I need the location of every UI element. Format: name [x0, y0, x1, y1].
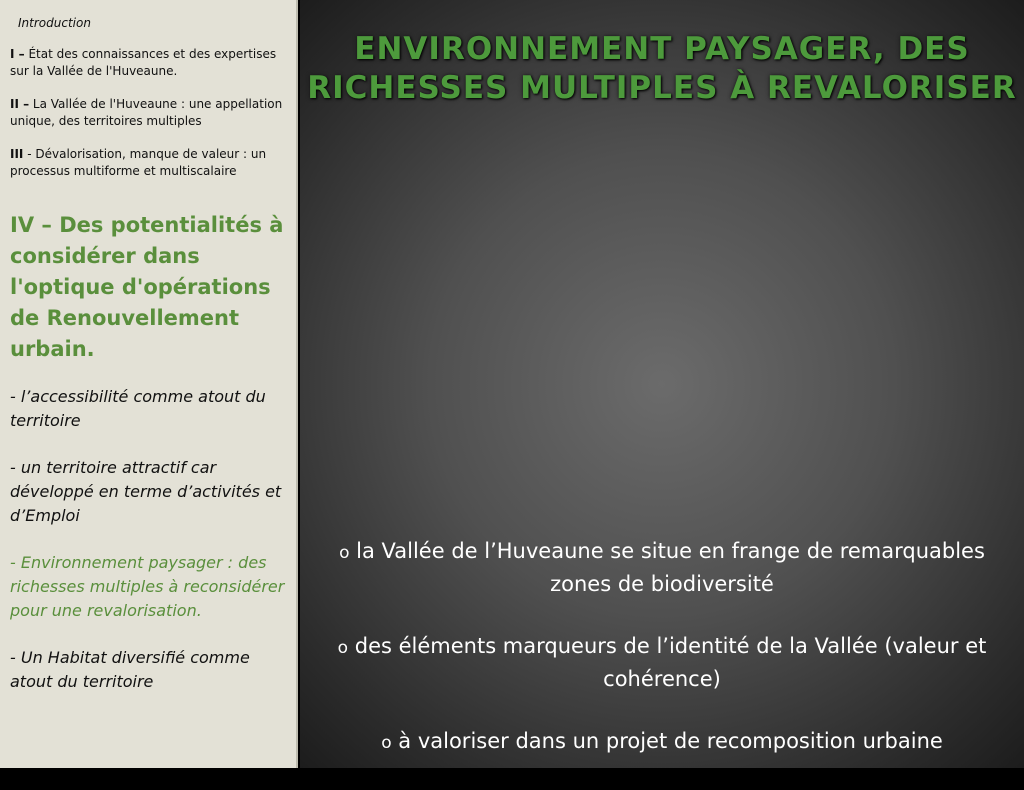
outline-sidebar: [0, 0, 298, 768]
subitem-accessibility: - l’accessibilité comme atout du territoire: [10, 387, 266, 430]
section-ii: [10, 96, 290, 130]
section-number: II –: [10, 97, 30, 111]
bullet-marker: o: [337, 638, 349, 658]
bullet-text: à valoriser dans un projet de recomposition urbaine: [398, 729, 943, 753]
bullet-marker: o: [381, 733, 392, 753]
section-number: III: [10, 147, 24, 161]
bullet-text: des éléments marqueurs de l’identité de la Vallée (valeur et cohérence): [354, 634, 987, 691]
section-text: La Vallée de l'Huveaune : une appellation unique, des territoires multiples: [10, 97, 283, 128]
intro-label: Introduction: [18, 16, 91, 30]
section-text: État des connaissances et des expertises sur la Vallée de l'Huveaune.: [10, 47, 277, 78]
subitem-attractive-territory: - un territoire attractif car développé en terme d’activités et d’Emploi: [10, 458, 282, 525]
subitem-diverse-housing: - Un Habitat diversifié comme atout du territoire: [10, 648, 250, 691]
bullet-list: [330, 536, 994, 790]
bullet-item: [330, 631, 994, 695]
bullet-item: [330, 726, 994, 759]
section-i: [10, 46, 290, 80]
slide-main: [300, 0, 1024, 768]
section-iv-heading: IV – Des potentialités à considérer dans l'optique d'opérations de Renouvellement urbain.: [10, 213, 284, 361]
section-number: I –: [10, 47, 25, 61]
section-iii: [10, 146, 290, 180]
bullet-text: la Vallée de l’Huveaune se situe en frange de remarquables zones de biodiversité: [356, 539, 985, 596]
slide-title: ENVIRONNEMENT PAYSAGER, DES RICHESSES MULTIPLES À REVALORISER: [307, 31, 1017, 106]
bullet-item: [330, 536, 994, 600]
bullet-marker: o: [339, 543, 350, 563]
section-text: - Dévalorisation, manque de valeur : un processus multiforme et multiscalaire: [10, 147, 267, 178]
subitem-landscape-environment: - Environnement paysager : des richesses multiples à reconsidérer pour une revalorisation.: [10, 553, 285, 620]
